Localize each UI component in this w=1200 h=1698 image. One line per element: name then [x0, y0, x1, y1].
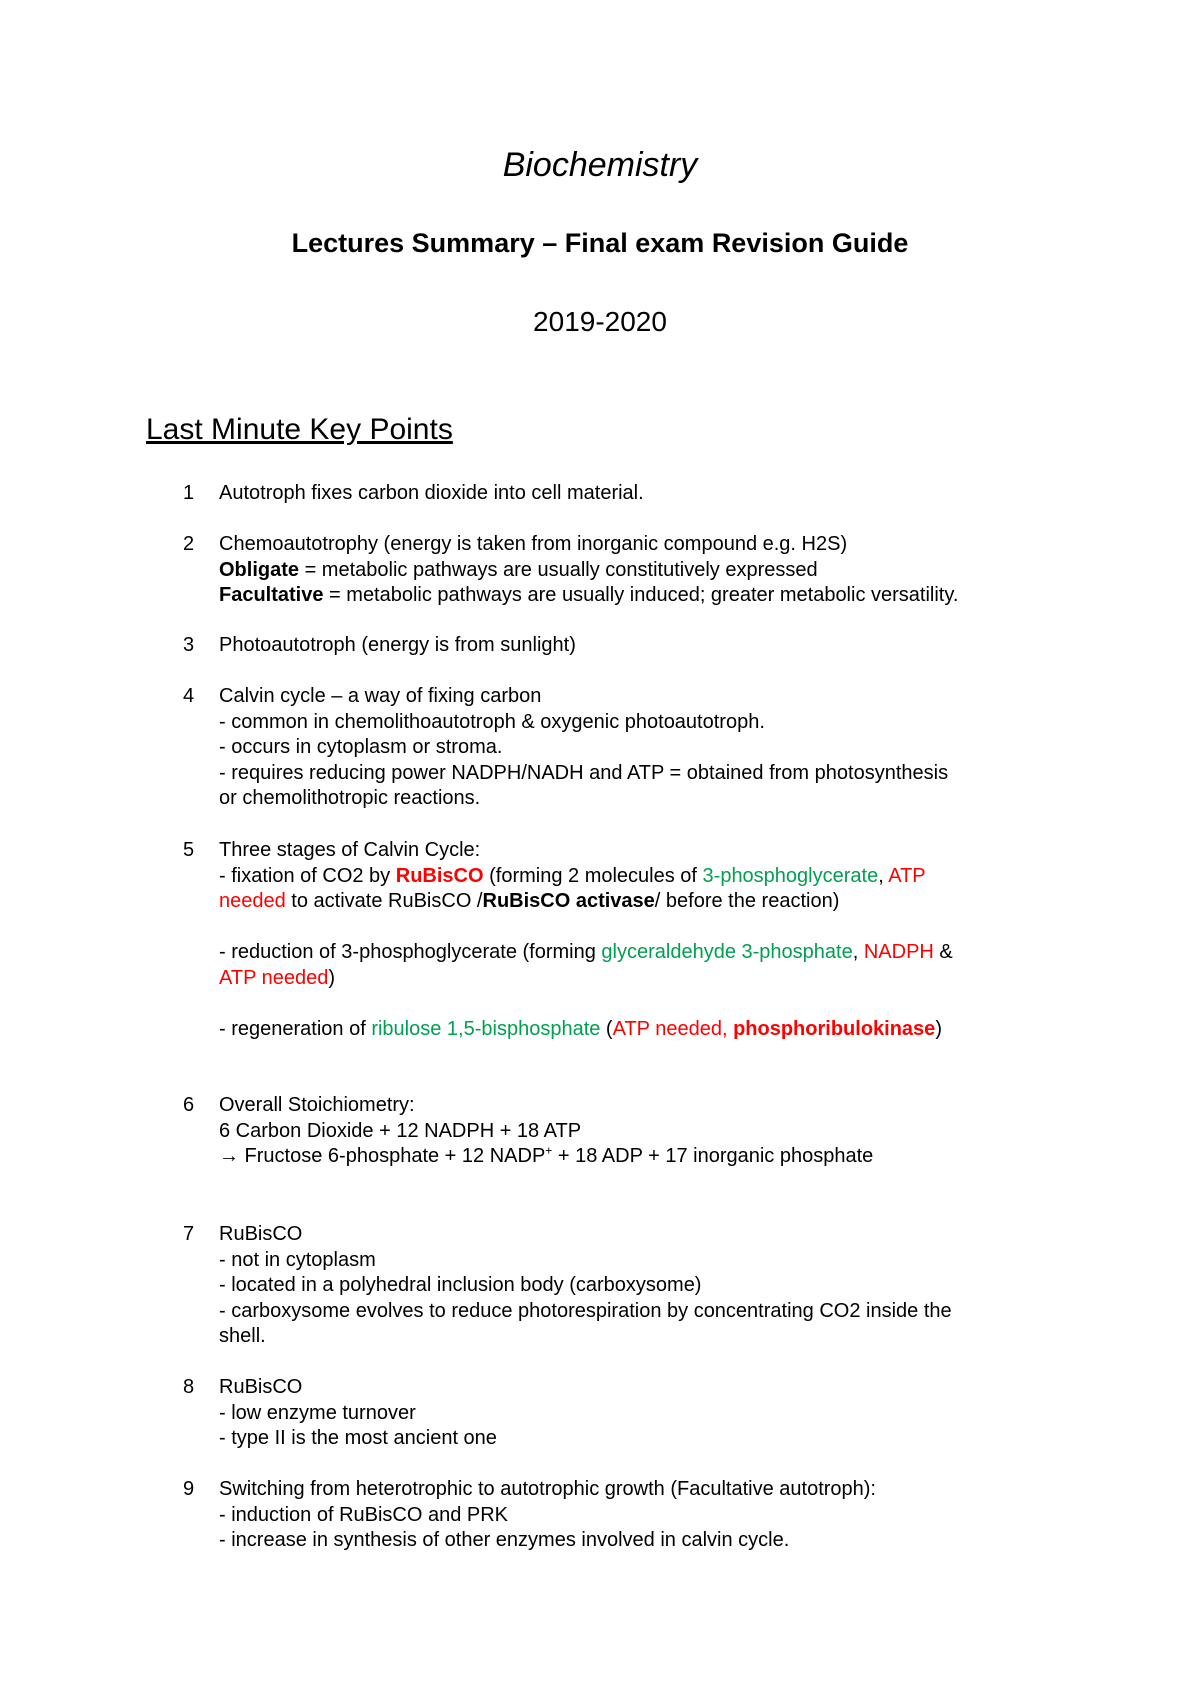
definition-text: = metabolic pathways are usually constitutively expressed	[299, 558, 818, 581]
item-line	[219, 558, 1119, 584]
term-facultative: Facultative	[219, 584, 324, 606]
item-number: 7	[183, 1223, 195, 1245]
text-run: )	[328, 966, 336, 989]
equation-products	[219, 1144, 1119, 1170]
text-run: (forming 2 molecules of	[483, 864, 703, 887]
document-title: Biochemistry	[502, 146, 698, 184]
text-run: )	[935, 1017, 942, 1040]
item-number: 6	[183, 1094, 195, 1116]
highlight-product: 3-phosphoglycerate	[702, 864, 879, 887]
item-line: - increase in synthesis of other enzymes involved in calvin cycle.	[219, 1529, 790, 1551]
stage-fixation	[219, 864, 1119, 890]
item-line: Photoautotroph (energy is from sunlight)	[219, 634, 576, 656]
text-run: - regeneration of	[219, 1017, 372, 1040]
item-line: - induction of RuBisCO and PRK	[219, 1503, 509, 1526]
stage-reduction	[219, 940, 1119, 966]
item-number: 2	[183, 533, 195, 555]
text-run: (	[600, 1017, 613, 1040]
item-line: - located in a polyhedral inclusion body (carboxysome)	[219, 1274, 702, 1296]
item-line	[219, 583, 1119, 609]
item-line: shell.	[219, 1325, 266, 1347]
item-line: - low enzyme turnover	[219, 1401, 416, 1424]
text-run: Fructose 6-phosphate + 12 NADP	[239, 1145, 546, 1167]
highlight-requirement: needed	[219, 890, 286, 912]
item-line: Switching from heterotrophic to autotrophic growth (Facultative autotroph):	[219, 1478, 876, 1500]
text-run: - fixation of CO2 by	[219, 864, 396, 887]
spacer	[219, 915, 1119, 941]
item-line: - type II is the most ancient one	[219, 1427, 497, 1449]
academic-year: 2019-2020	[533, 306, 667, 337]
arrow-icon: →	[219, 1145, 239, 1167]
definition-text: = metabolic pathways are usually induced; greater metabolic versatility.	[323, 584, 959, 606]
item-number: 1	[183, 482, 195, 504]
stage-reduction-cont	[219, 966, 1119, 992]
item-line: Overall Stoichiometry:	[219, 1094, 415, 1116]
highlight-enzyme: phosphoribulokinase	[733, 1017, 936, 1040]
item-line: - occurs in cytoplasm or stroma.	[219, 736, 503, 758]
highlight-enzyme: RuBisCO	[395, 864, 484, 887]
item-number: 8	[183, 1376, 195, 1398]
highlight-product: ribulose 1,5-bisphosphate	[371, 1017, 601, 1040]
item-number: 4	[183, 685, 195, 707]
highlight-requirement: NADPH	[863, 941, 934, 963]
item-line: - requires reducing power NADPH/NADH and ATP = obtained from photosynthesis	[219, 761, 949, 784]
item-line: or chemolithotropic reactions.	[219, 787, 481, 809]
item-line: Calvin cycle – a way of fixing carbon	[219, 685, 542, 707]
item-number: 9	[183, 1478, 195, 1500]
text-run: + 18 ADP + 17 inorganic phosphate	[552, 1145, 874, 1167]
item-line: Autotroph fixes carbon dioxide into cell material.	[219, 482, 644, 504]
superscript: +	[545, 1143, 553, 1158]
item-line: - not in cytoplasm	[219, 1248, 376, 1271]
text-run: ,	[852, 941, 864, 963]
item-line: RuBisCO	[219, 1223, 303, 1245]
stage-fixation-cont	[219, 889, 1119, 915]
term-obligate: Obligate	[219, 558, 300, 581]
text-run: to activate RuBisCO /	[285, 890, 483, 912]
item-line: RuBisCO	[219, 1376, 303, 1398]
item-line: - common in chemolithoautotroph & oxygenic photoautotroph.	[219, 710, 765, 733]
highlight-requirement: ATP needed,	[612, 1017, 734, 1040]
highlight-activase: RuBisCO activase	[482, 890, 655, 912]
highlight-product: glyceraldehyde 3-phosphate	[601, 941, 853, 963]
section-heading: Last Minute Key Points	[146, 413, 453, 446]
highlight-requirement: ATP needed	[219, 966, 329, 989]
item-number: 5	[183, 839, 195, 861]
text-run: - reduction of 3-phosphoglycerate (forming	[219, 941, 602, 963]
item-line: - carboxysome evolves to reduce photorespiration by concentrating CO2 inside the	[219, 1299, 952, 1322]
highlight-requirement: ATP	[888, 864, 926, 887]
item-line: Chemoautotrophy (energy is taken from inorganic compound e.g. H2S)	[219, 533, 848, 555]
item-number: 3	[183, 634, 195, 656]
text-run: / before the reaction)	[654, 890, 840, 912]
text-run: &	[933, 941, 953, 963]
item-line: Three stages of Calvin Cycle:	[219, 839, 481, 861]
stage-regeneration	[219, 1017, 1119, 1043]
text-run: ,	[878, 864, 889, 887]
equation-reactants: 6 Carbon Dioxide + 12 NADPH + 18 ATP	[219, 1119, 582, 1142]
document-subtitle: Lectures Summary – Final exam Revision Guide	[291, 228, 909, 258]
spacer	[219, 991, 1119, 1017]
